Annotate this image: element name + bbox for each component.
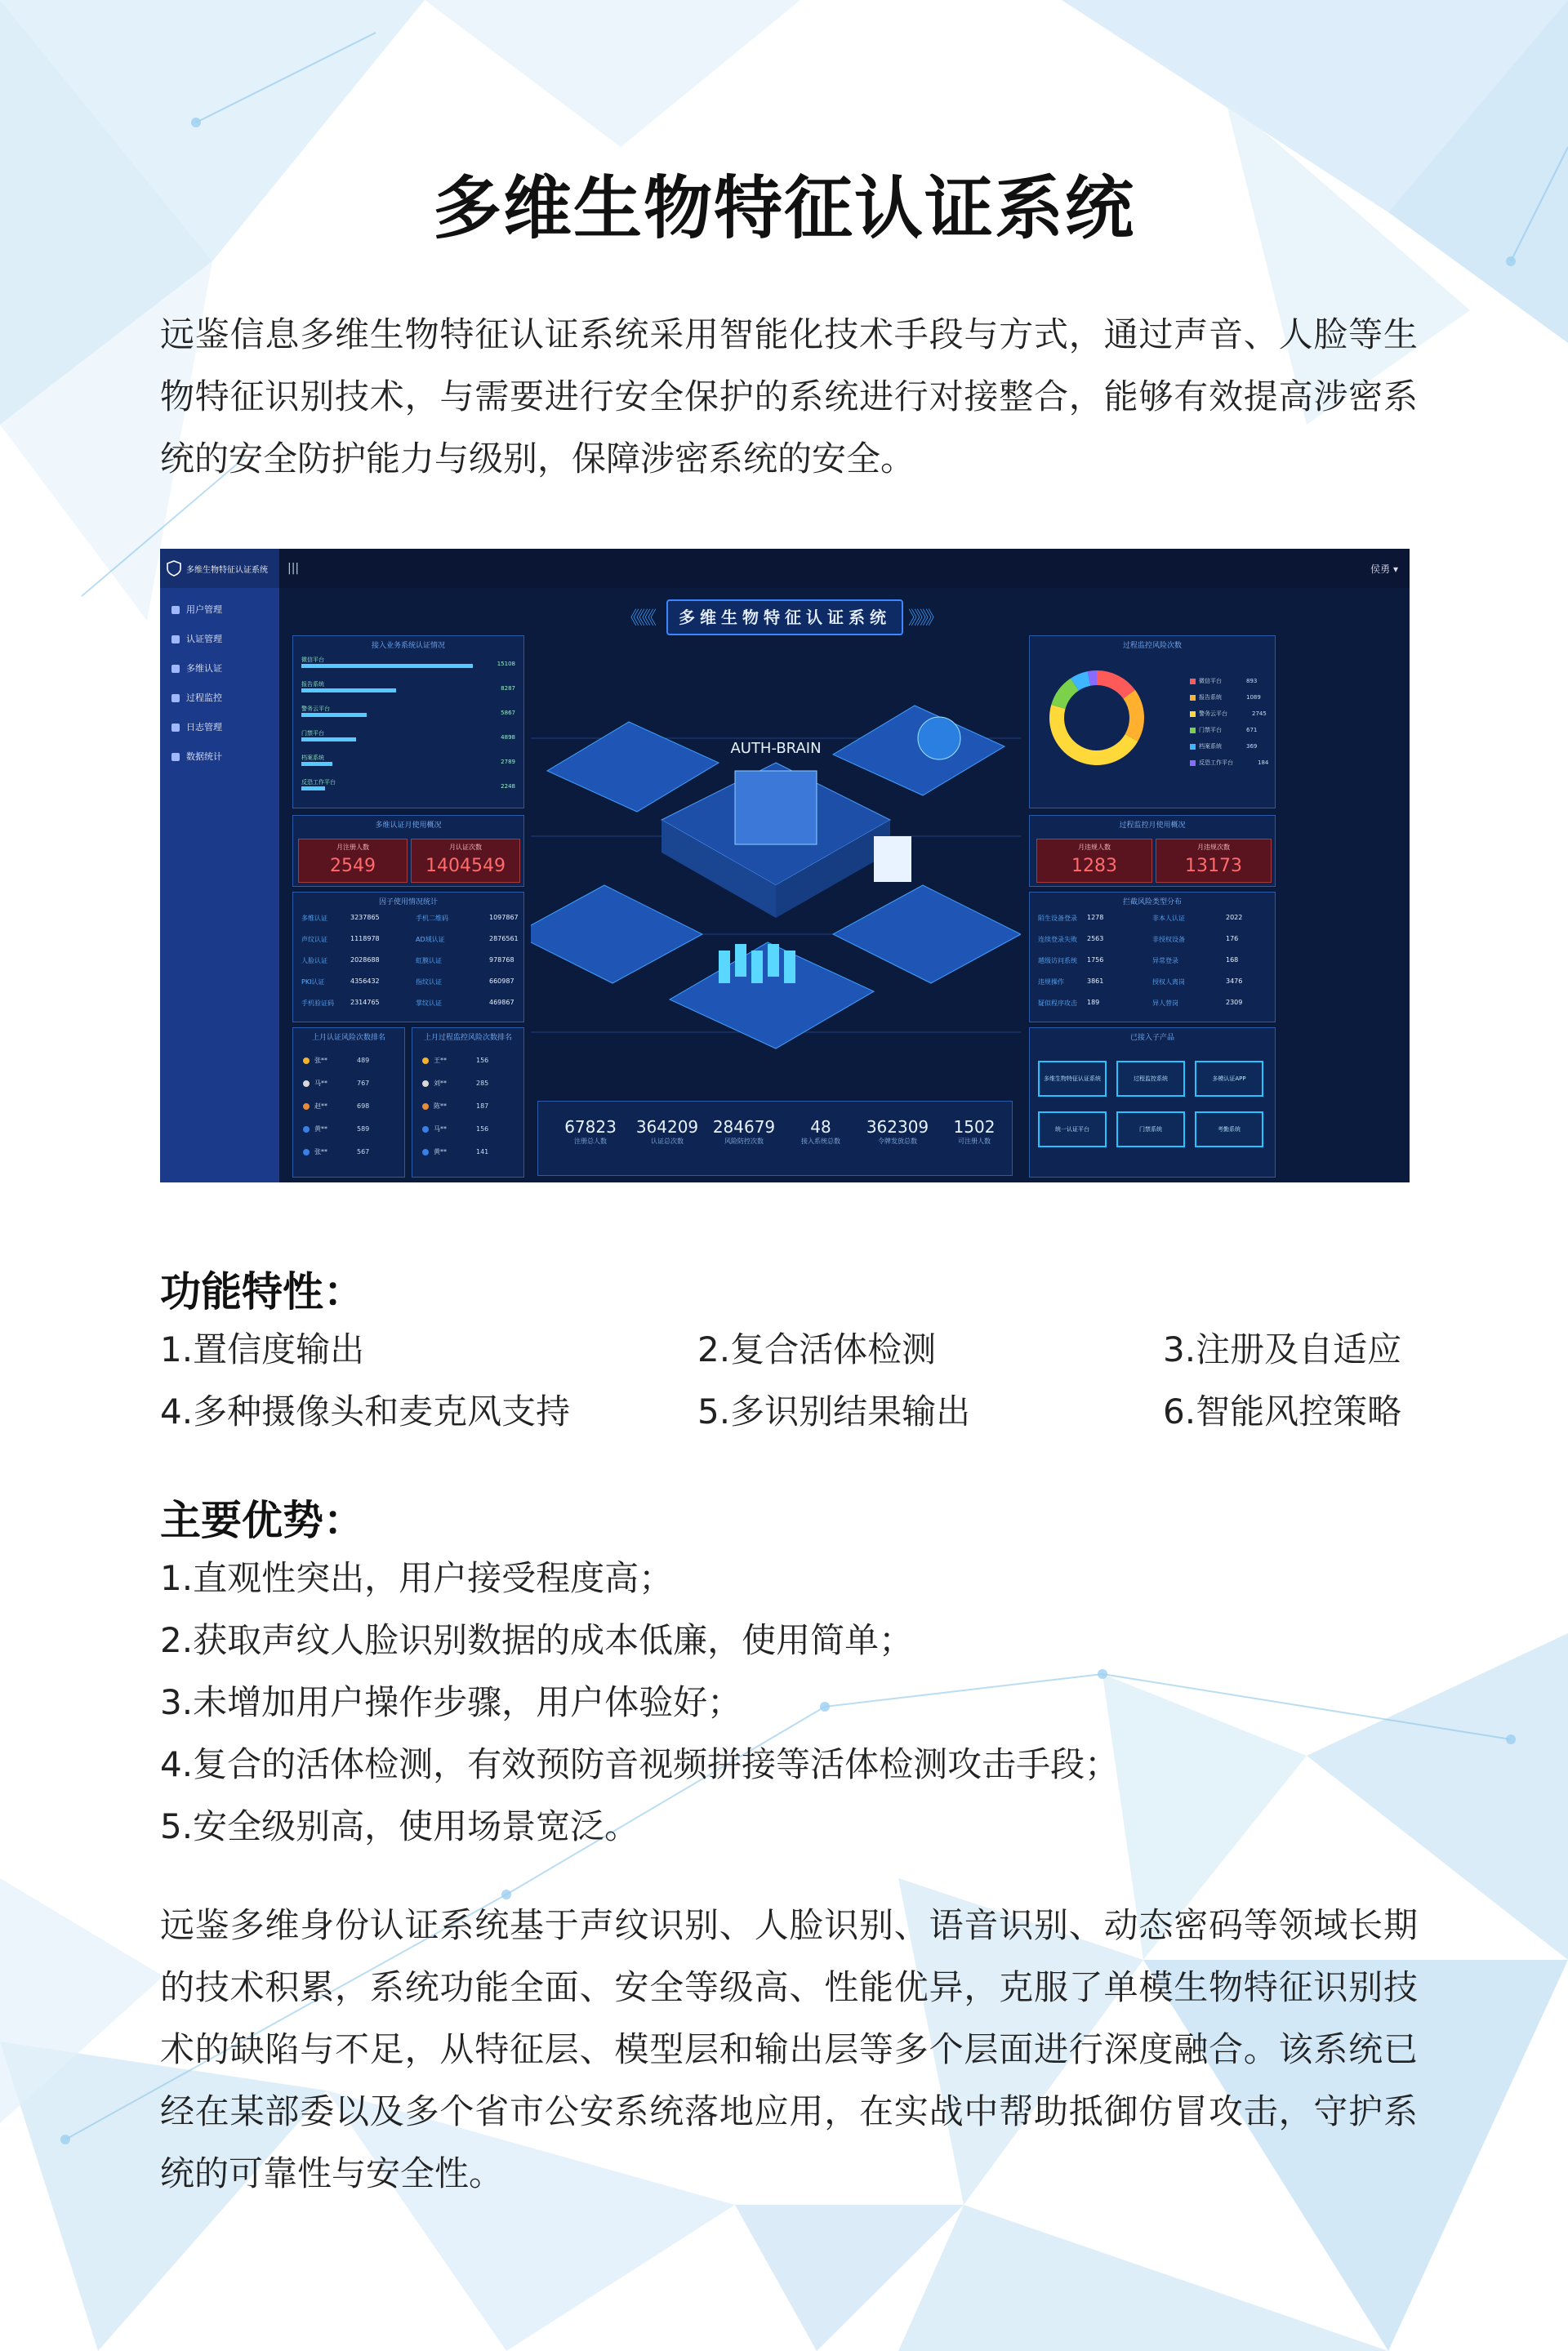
- bar-value: 2789: [501, 759, 515, 765]
- bar-value: 4898: [501, 734, 515, 741]
- table-value: 978768: [489, 956, 514, 964]
- table-label: 声纹认证: [301, 936, 327, 943]
- rank-row: [303, 1147, 369, 1156]
- rank-row: [303, 1079, 369, 1088]
- table-label: 指纹认证: [416, 978, 442, 986]
- summary-stat: [929, 1117, 1019, 1146]
- legend-label: 警务云平台: [1199, 710, 1227, 717]
- stat-value: 284679: [712, 1117, 776, 1137]
- features-heading: 功能特性：: [160, 1268, 364, 1316]
- rank-value: 698: [357, 1102, 370, 1110]
- table-label: 异人替岗: [1152, 1000, 1178, 1007]
- panel-factor-stats: 因子使用情况统计 多维认证 3237865 手机二维码 1097867 声纹认证 1118978 AD域认证 2876561 人脸认证 2028688 虹膜认证 978768 PKI认证 4356432 指纹认证 660987 手机验证码 2314765 掌纹认证 469867: [292, 892, 524, 1022]
- rank-badge-icon: [422, 1058, 429, 1064]
- bar-value: 5867: [501, 710, 515, 716]
- calendar-icon: [172, 724, 180, 732]
- stat-label: 可注册人数: [958, 1138, 991, 1145]
- panel-monthly-auth: 多维认证月使用概况 月注册人数 2549 月认证次数 1404549: [292, 815, 524, 887]
- rank-row: [422, 1056, 488, 1065]
- product-button[interactable]: 考勤系统: [1195, 1111, 1263, 1147]
- dashboard-sidebar: [160, 549, 279, 1182]
- factor-row: [301, 956, 515, 969]
- table-value: 2876561: [489, 935, 519, 942]
- risk-donut-chart: [1045, 666, 1149, 770]
- bar-value: 8287: [501, 685, 515, 692]
- sidebar-item-auth[interactable]: 认证管理: [172, 632, 222, 645]
- monthly-auth-box: 月认证次数 1404549: [411, 839, 520, 883]
- table-value: 168: [1226, 956, 1239, 964]
- advantage-item: 1.直观性突出，用户接受程度高；: [160, 1558, 674, 1598]
- user-icon: [172, 606, 180, 614]
- stat-value: 67823: [564, 1117, 617, 1137]
- legend-row: [1190, 677, 1257, 685]
- factor-row: [301, 977, 515, 991]
- rank-row: [422, 1124, 488, 1133]
- table-value: 2309: [1226, 999, 1243, 1006]
- monitor-icon: [172, 694, 180, 702]
- table-label: 虹膜认证: [416, 957, 442, 964]
- rank-value: 156: [476, 1057, 489, 1064]
- factor-row: [301, 935, 519, 948]
- legend-value: 2745: [1252, 710, 1267, 717]
- app-title: 多维生物特征认证系统: [186, 566, 268, 575]
- table-value: 1097867: [489, 914, 519, 921]
- stat-label: 认证总次数: [651, 1138, 684, 1145]
- table-value: 3476: [1226, 977, 1243, 985]
- monthly-register-box: 月注册人数 2549: [298, 839, 408, 883]
- rank-badge-icon: [422, 1103, 429, 1110]
- rank-name: 黄**: [434, 1148, 447, 1155]
- rank-value: 589: [357, 1125, 370, 1133]
- stat-label: 令牌发放总数: [878, 1138, 917, 1145]
- legend-value: 184: [1258, 759, 1269, 766]
- legend-row: [1190, 759, 1268, 767]
- bar-fill: [301, 737, 356, 741]
- legend-value: 893: [1246, 678, 1258, 684]
- auth-brain-label: AUTH-BRAIN: [730, 740, 822, 757]
- rank-value: 141: [476, 1148, 489, 1155]
- advantage-item: 3.未增加用户操作步骤，用户体验好；: [160, 1682, 742, 1722]
- bar-value: 2248: [501, 783, 515, 790]
- table-value: 2022: [1226, 914, 1243, 921]
- table-value: 2563: [1087, 935, 1104, 942]
- feature-item: 2.复合活体检测: [697, 1329, 937, 1369]
- sidebar-item-logs[interactable]: 日志管理: [172, 720, 222, 733]
- monthly-violator-box: 月违规人数 1283: [1036, 839, 1152, 883]
- rank-row: [303, 1124, 369, 1133]
- panel-system-auth: 接入业务系统认证情况 微信平台 15108 报告系统 8287 警务云平台 5867 门禁平台 4898 档案系统 2789 反恐工作平台 2248: [292, 635, 524, 808]
- feature-item: 3.注册及自适应: [1163, 1329, 1402, 1369]
- factor-row: [301, 999, 515, 1012]
- bar-value: 15108: [497, 661, 515, 667]
- dashboard-banner: 多维生物特征认证系统: [666, 599, 903, 635]
- risk-row: [1038, 935, 1252, 948]
- rank-row: [422, 1147, 488, 1156]
- legend-swatch: [1190, 679, 1196, 684]
- legend-label: 报告系统: [1199, 694, 1222, 701]
- feature-item: 4.多种摄像头和麦克风支持: [160, 1391, 571, 1432]
- rank-name: 赵**: [314, 1102, 327, 1110]
- table-value: 469867: [489, 999, 514, 1006]
- bar-label: 警务云平台: [301, 706, 330, 712]
- chevrons-right-icon: 》》》》: [908, 608, 941, 629]
- stat-label: 注册总人数: [574, 1138, 607, 1145]
- closing-paragraph: 远鉴多维身份认证系统基于声纹识别、人脸识别、语音识别、动态密码等领域长期的技术积累，系统功能全面、安全等级高、性能优异，克服了单模生物特征识别技术的缺陷与不足，从特征层、模型层和输出层等多个层面进行深度融合。该系统已经在某部委以及多个省市公安系统落地应用，在实战中帮助抵御仿冒攻击，守护系统的可靠性与安全性。: [160, 1905, 1418, 2193]
- table-label: 手机二维码: [416, 915, 448, 922]
- rank-row: [303, 1102, 369, 1111]
- gear-icon: [172, 635, 180, 643]
- table-value: 3861: [1087, 977, 1104, 985]
- bar-label: 微信平台: [301, 657, 324, 663]
- table-label: 手机验证码: [301, 1000, 334, 1007]
- rank-name: 马**: [434, 1125, 447, 1133]
- legend-row: [1190, 742, 1257, 750]
- rank-row: [422, 1102, 488, 1111]
- product-button[interactable]: 过程监控系统: [1116, 1061, 1185, 1097]
- dashboard-screenshot: [160, 549, 1410, 1182]
- rank-badge-icon: [422, 1149, 429, 1155]
- product-button[interactable]: 多维生物特征认证系统: [1038, 1061, 1107, 1097]
- bar-label: 反恐工作平台: [301, 779, 336, 786]
- table-label: 连续登录失败: [1038, 936, 1077, 943]
- panel-rank-monitor-risk: 上月过程监控风险次数排名 王** 156 刘** 285 陈** 187 马** 156 黄** 141: [412, 1027, 524, 1178]
- stat-value: 48: [810, 1117, 831, 1137]
- legend-swatch: [1190, 728, 1196, 733]
- dashboard-topbar: [160, 549, 1410, 588]
- table-label: 人脸认证: [301, 957, 327, 964]
- bar-fill: [301, 786, 325, 790]
- legend-row: [1190, 726, 1257, 734]
- risk-row: [1038, 914, 1252, 927]
- legend-label: 反恐工作平台: [1199, 759, 1233, 766]
- bar-fill: [301, 713, 367, 717]
- rank-name: 张**: [314, 1148, 327, 1155]
- rank-badge-icon: [303, 1126, 310, 1133]
- user-menu[interactable]: 侯勇 ▾: [1370, 563, 1398, 575]
- legend-swatch: [1190, 711, 1196, 717]
- legend-value: 1089: [1246, 694, 1261, 701]
- sidebar-item-multi-auth[interactable]: 多维认证: [172, 661, 222, 675]
- shield-icon: [172, 665, 180, 673]
- legend-value: 671: [1246, 727, 1258, 733]
- rank-name: 马**: [314, 1080, 327, 1087]
- rank-name: 王**: [434, 1057, 447, 1064]
- table-value: 660987: [489, 977, 514, 985]
- rank-badge-icon: [303, 1149, 310, 1155]
- table-label: PKI认证: [301, 978, 325, 986]
- bar-row: [301, 656, 515, 672]
- bar-fill: [301, 688, 396, 692]
- bar-fill: [301, 664, 473, 668]
- bar-label: 报告系统: [301, 681, 324, 688]
- bar-row: [301, 680, 515, 697]
- table-label: 疑似程序攻击: [1038, 1000, 1077, 1007]
- product-button[interactable]: 门禁系统: [1116, 1111, 1185, 1147]
- rank-badge-icon: [303, 1103, 310, 1110]
- feature-item: 5.多识别结果输出: [697, 1391, 971, 1432]
- advantage-item: 2.获取声纹人脸识别数据的成本低廉，使用简单；: [160, 1620, 914, 1660]
- panel-rank-auth-risk: 上月认证风险次数排名 张** 489 马** 767 赵** 698 黄** 589 张** 567: [292, 1027, 405, 1178]
- risk-row: [1038, 977, 1252, 991]
- chevrons-left-icon: 《《《《: [621, 608, 654, 629]
- rank-badge-icon: [422, 1126, 429, 1133]
- isometric-illustration: [531, 640, 1021, 1098]
- chart-icon: [172, 753, 180, 761]
- legend-value: 369: [1246, 743, 1258, 750]
- donut-slice: [1123, 690, 1144, 741]
- rank-value: 156: [476, 1125, 489, 1133]
- rank-name: 陈**: [434, 1102, 447, 1110]
- bar-fill: [301, 762, 332, 766]
- table-value: 2314765: [350, 999, 380, 1006]
- panel-risk-types: 拦截风险类型分布 陌生设备登录 1278 非本人认证 2022 连续登录失败 2563 非授权设备 176 越级访问系统 1756 异常登录 168 违规操作 3861 授权人离岗 3476 疑似程序攻击 189 异人替岗 2309: [1029, 892, 1276, 1022]
- table-value: 176: [1226, 935, 1239, 942]
- factor-row: [301, 914, 519, 927]
- table-label: 异常登录: [1152, 957, 1178, 964]
- table-label: 非授权设备: [1152, 936, 1185, 943]
- rank-name: 张**: [314, 1057, 327, 1064]
- donut-slice: [1049, 705, 1138, 765]
- rank-value: 767: [357, 1080, 370, 1087]
- product-button[interactable]: 统一认证平台: [1038, 1111, 1107, 1147]
- advantage-item: 5.安全级别高，使用场景宽泛。: [160, 1806, 639, 1846]
- table-value: 1278: [1087, 914, 1104, 921]
- sidebar-item-monitor[interactable]: 过程监控: [172, 691, 222, 704]
- bar-row: [301, 705, 515, 721]
- legend-label: 门禁平台: [1199, 727, 1222, 733]
- table-value: 2028688: [350, 956, 380, 964]
- table-label: AD域认证: [416, 936, 445, 943]
- table-value: 3237865: [350, 914, 380, 921]
- stat-value: 362309: [866, 1117, 929, 1137]
- stat-value: 1502: [953, 1117, 996, 1137]
- intro-paragraph: 远鉴信息多维生物特征认证系统采用智能化技术手段与方式，通过声音、人脸等生物特征识别技术，与需要进行安全保护的系统进行对接整合，能够有效提高涉密系统的安全防护能力与级别，保障涉密系统的安全。: [160, 314, 1418, 479]
- table-label: 陌生设备登录: [1038, 915, 1077, 922]
- stat-value: 364209: [635, 1117, 699, 1137]
- legend-row: [1190, 693, 1261, 701]
- advantages-heading: 主要优势：: [160, 1497, 364, 1544]
- page-title: 多维生物特征认证系统: [432, 168, 1135, 248]
- rank-name: 黄**: [314, 1125, 327, 1133]
- bar-label: 门禁平台: [301, 730, 324, 737]
- legend-row: [1190, 710, 1267, 718]
- menu-toggle-icon[interactable]: |||: [287, 562, 300, 575]
- feature-item: 6.智能风控策略: [1163, 1391, 1402, 1432]
- rank-badge-icon: [303, 1058, 310, 1064]
- sidebar-item-users[interactable]: 用户管理: [172, 603, 222, 616]
- rank-row: [303, 1056, 369, 1065]
- rank-value: 285: [476, 1080, 489, 1087]
- table-value: 189: [1087, 999, 1100, 1006]
- stat-label: 接入系统总数: [801, 1138, 840, 1145]
- risk-row: [1038, 956, 1252, 969]
- bar-label: 档案系统: [301, 755, 324, 761]
- advantage-item: 4.复合的活体检测，有效预防音视频拼接等活体检测攻击手段；: [160, 1744, 1120, 1784]
- rank-row: [422, 1079, 488, 1088]
- rank-value: 187: [476, 1102, 489, 1110]
- bar-row: [301, 754, 515, 770]
- rank-value: 567: [357, 1148, 370, 1155]
- panel-products: 已接入子产品 多维生物特征认证系统 过程监控系统 多模认证APP 统一认证平台 门禁系统 考勤系统: [1029, 1027, 1276, 1178]
- table-label: 越级访问系统: [1038, 957, 1077, 964]
- stat-label: 风险防控次数: [724, 1138, 764, 1145]
- legend-label: 档案系统: [1199, 743, 1222, 750]
- sidebar-item-stats[interactable]: 数据统计: [172, 750, 222, 763]
- rank-badge-icon: [303, 1080, 310, 1087]
- panel-monitor-risk: 过程监控风险次数 微信平台 893 报告系统 1089 警务云平台 2745 门禁平台 671 档案系统 369 反恐工作平台 184: [1029, 635, 1276, 808]
- legend-swatch: [1190, 760, 1196, 766]
- table-label: 授权人离岗: [1152, 978, 1185, 986]
- table-value: 1756: [1087, 956, 1104, 964]
- legend-swatch: [1190, 744, 1196, 750]
- feature-item: 1.置信度输出: [160, 1329, 365, 1369]
- legend-swatch: [1190, 695, 1196, 701]
- table-label: 多维认证: [301, 915, 327, 922]
- monthly-violation-box: 月违规次数 13173: [1156, 839, 1272, 883]
- table-value: 1118978: [350, 935, 380, 942]
- bar-row: [301, 729, 515, 746]
- table-label: 掌纹认证: [416, 1000, 442, 1007]
- rank-value: 489: [357, 1057, 370, 1064]
- rank-name: 刘**: [434, 1080, 447, 1087]
- rank-badge-icon: [422, 1080, 429, 1087]
- shield-logo-icon: [167, 560, 181, 577]
- risk-row: [1038, 999, 1252, 1012]
- table-value: 4356432: [350, 977, 380, 985]
- bar-row: [301, 778, 515, 795]
- product-button[interactable]: 多模认证APP: [1195, 1061, 1263, 1097]
- table-label: 非本人认证: [1152, 915, 1185, 922]
- table-label: 违规操作: [1038, 978, 1064, 986]
- legend-label: 微信平台: [1199, 678, 1222, 684]
- panel-monthly-monitor: 过程监控月使用概况 月违规人数 1283 月违规次数 13173: [1029, 815, 1276, 887]
